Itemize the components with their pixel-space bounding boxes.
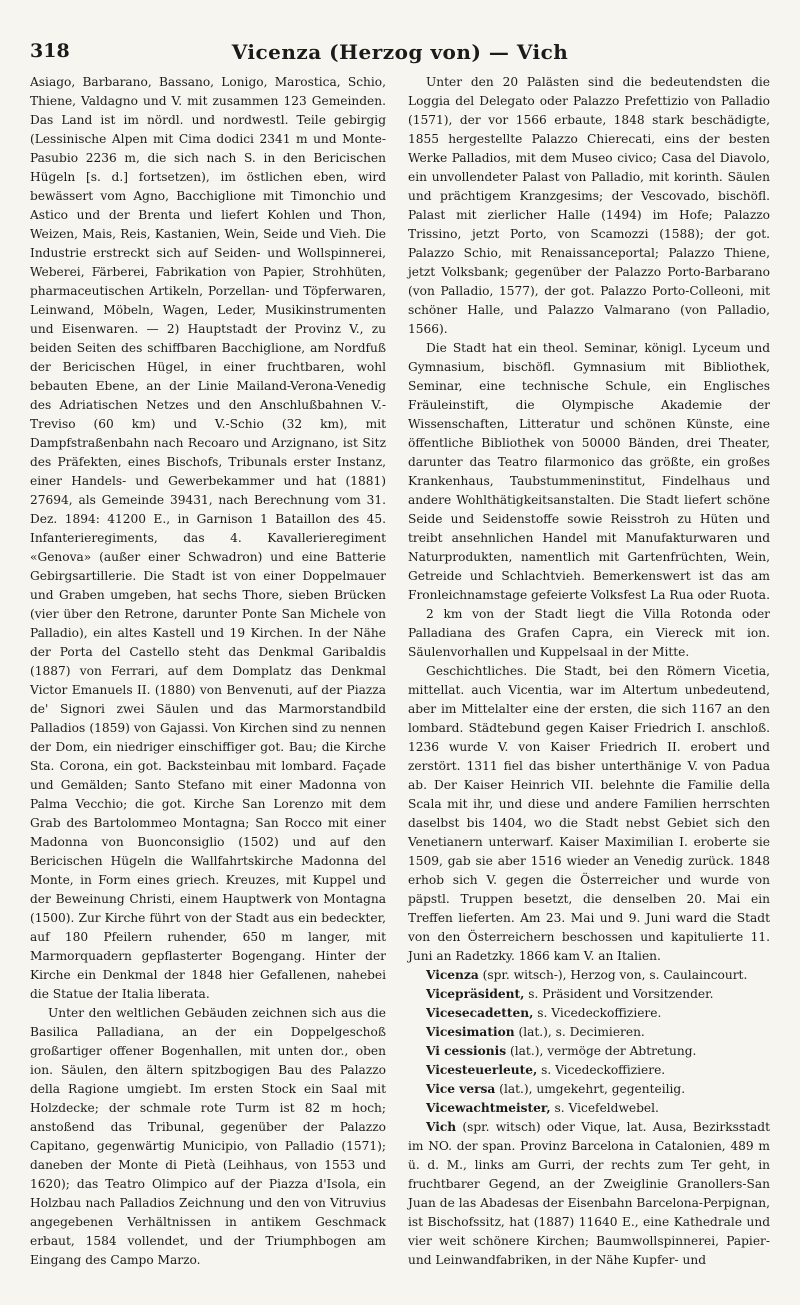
entry-headword: Vicepräsident, (426, 987, 525, 1001)
dictionary-entry (408, 1118, 770, 1270)
entry-text: s. Präsident und Vorsitzender. (524, 987, 714, 1001)
page-header (30, 40, 770, 70)
paragraph: Die Stadt hat ein theol. Seminar, königl. Lyceum und Gymnasium, bischöfl. Gymnasium mit Bibliothek, Seminar, eine technische Schule, ein Englisches Fräuleinstift, die Olympische Akademie der Wissenschaften, Litteratur und schönen Künste, eine öffentliche Bibliothek von 50000 Bänden, drei Theater, darunter das Teatro filarmonico das größte, ein großes Krankenhaus, Taubstummeninstitut, Findelhaus und andere Wohlthätigkeitsanstalten. Die Stadt liefert schöne Seide und Seidenstoffe sowie Reisstroh zu Hüten und treibt ansehnlichen Handel mit Manufakturwaren und Naturprodukten, namentlich mit Gartenfrüchten, Wein, Getreide und Schlachtvieh. Bemerkenswert ist das am Fronleichnamstage gefeierte Volksfest La Rua oder Ruota. (408, 341, 770, 602)
entry-text: s. Vicefeldwebel. (550, 1101, 659, 1115)
entry-text: s. Vicedeckoffiziere. (533, 1006, 662, 1020)
entry-headword: Vicesteuerleute, (426, 1063, 538, 1077)
entry-text: (lat.), s. Decimieren. (514, 1025, 645, 1039)
paragraph: Unter den 20 Palästen sind die bedeutendsten die Loggia del Delegato oder Palazzo Prefettizio von Palladio (1571), der vor 1566 erbaute, 1848 stark beschädigte, 1855 hergestellte Palazzo Chierecati, eins der besten Werke Palladios, mit dem Museo civico; Casa del Diavolo, ein unvollendeter Palast von Palladio, mit korinth. Säulen und prächtigem Kranzgesims; der Vescovado, bischöfl. Palast mit zierlicher Halle (1494) im Hofe; Palazzo Trissino, jetzt Porto, von Scamozzi (1588); der got. Palazzo Schio, mit Renaissanceportal; Palazzo Thiene, jetzt Volksbank; gegenüber der Palazzo Porto-Barbarano (von Palladio, 1577), der got. Palazzo Porto-Colleoni, mit schöner Halle, und Palazzo Valmarano (von Palladio, 1566). (408, 75, 770, 336)
entry-text: (lat.), vermöge der Abtretung. (506, 1044, 697, 1058)
paragraph: Asiago, Barbarano, Bassano, Lonigo, Marostica, Schio, Thiene, Valdagno und V. mit zusammen 123 Gemeinden. Das Land ist im nördl. und nordwestl. Teile gebirgig (Lessinische Alpen mit Cima dodici 2341 m und Monte-Pasubio 2236 m, die sich nach S. in den Bericischen Hügeln [s. d.] fortsetzen), im östlichen eben, wird bewässert vom Agno, Bacchiglione mit Timonchio und Astico und der Brenta und liefert Kohlen und Thon, Weizen, Mais, Reis, Kastanien, Wein, Seide und Vieh. Die Industrie erstreckt sich auf Seiden- und Wollspinnerei, Weberei, Färberei, Fabrikation von Papier, Strohhüten, pharmaceutischen Artikeln, Porzellan- und Töpferwaren, Leinwand, Möbeln, Wagen, Leder, Musikinstrumenten und Eisenwaren. — 2) Hauptstadt der Provinz V., zu beiden Seiten des schiffbaren Bacchiglione, am Nordfuß der Bericischen Hügel, in einer fruchtbaren, wohl bebauten Ebene, an der Linie Mailand-Verona-Venedig des Adriatischen Netzes und den Anschlußbahnen V.-Treviso (60 km) und V.-Schio (32 km), mit Dampfstraßenbahn nach Recoaro und Arzignano, ist Sitz des Präfekten, eines Bischofs, Tribunals erster Instanz, einer Handels- und Gewerbekammer und hat (1881) 27694, als Gemeinde 39431, nach Berechnung vom 31. Dez. 1894: 41200 E., in Garnison 1 Bataillon des 45. Infanterieregiments, das 4. Kavallerieregiment «Genova» (außer einer Schwadron) und eine Batterie Gebirgsartillerie. Die Stadt ist von einer Doppelmauer und Graben umgeben, hat sechs Thore, sieben Brücken (vier über den Retrone, darunter Ponte San Michele von Palladio), ein altes Kastell und 19 Kirchen. In der Nähe der Porta del Castello steht das Denkmal Garibaldis (1887) von Ferrari, auf dem Domplatz das Denkmal Victor Emanuels II. (1880) von Benvenuti, auf der Piazza de' Signori zwei Säulen und das Marmorstandbild Palladios (1859) von Gajassi. Von Kirchen sind zu nennen der Dom, ein niedriger einschiffiger got. Bau; die Kirche Sta. Corona, ein got. Backsteinbau mit lombard. Façade und Gemälden; Santo Stefano mit einer Madonna von Palma Vecchio; die got. Kirche San Lorenzo mit dem Grab des Bartolommeo Montagna; San Rocco mit einer Madonna von Buonconsiglio (1502) und auf den Bericischen Hügeln die Wallfahrtskirche Madonna del Monte, in Form eines griech. Kreuzes, mit Kuppel und der Beweinung Christi, einem Hauptwerk von Montagna (1500). Zur Kirche führt von der Stadt aus ein bedeckter, auf 180 Pfeilern ruhender, 650 m langer, mit Marmorquadern gepflasterter Bogengang. Hinter der Kirche ein Denkmal der 1848 hier Gefallenen, nahebei die Statue der Italia liberata. (30, 75, 386, 1001)
entry-headword: Vicewachtmeister, (426, 1101, 551, 1115)
entry-headword: Vich (426, 1120, 457, 1134)
dictionary-entry (408, 1080, 770, 1099)
paragraph: Geschichtliches. Die Stadt, bei den Römern Vicetia, mittellat. auch Vicentia, war im Altertum unbedeutend, aber im Mittelalter eine der ersten, die sich 1167 an den lombard. Städtebund gegen Kaiser Friedrich I. anschloß. 1236 wurde V. von Kaiser Friedrich II. erobert und zerstört. 1311 fiel das bisher unterthänige V. von Padua ab. Der Kaiser Heinrich VII. belehnte die Familie della Scala mit ihr, und diese und andere Familien herrschten daselbst bis 1404, wo die Stadt nebst Gebiet sich den Venetianern unterwarf. Kaiser Maximilian I. eroberte sie 1509, gab sie aber 1516 wieder an Venedig zurück. 1848 erhob sich V. gegen die Österreicher und wurde von päpstl. Truppen besetzt, die denselben 20. Mai ein Treffen lieferten. Am 23. Mai und 9. Juni ward die Stadt von den Österreichern beschossen und kapitulierte 11. Juni an Radetzky. 1866 kam V. an Italien. (408, 664, 770, 963)
entry-headword: Vi cessionis (426, 1044, 507, 1058)
entry-text: (lat.), umgekehrt, gegenteilig. (495, 1082, 686, 1096)
dictionary-entry (408, 966, 770, 985)
dictionary-entry (408, 1099, 770, 1118)
paragraph: 2 km von der Stadt liegt die Villa Rotonda oder Palladiana des Grafen Capra, ein Viereck mit ion. Säulenvorhallen und Kuppelsaal in der Mitte. (408, 607, 770, 659)
entry-text: (spr. witsch) oder Vique, lat. Ausa, Bezirksstadt im NO. der span. Provinz Barcelona in Catalonien, 489 m ü. d. M., links am Gurri, der rechts zum Ter geht, in fruchtbarer Gegend, an der Zweiglinie Granollers-San Juan de las Abadesas der Eisenbahn Barcelona-Perpignan, ist Bischofssitz, hat (1887) 11640 E., eine Kathedrale und vier weit schönere Kirchen; Baumwollspinnerei, Papier- und Leinwandfabriken, in der Nähe Kupfer- und (408, 1120, 770, 1267)
dictionary-entry (408, 1004, 770, 1023)
page-number: 318 (30, 40, 70, 62)
paragraph: Unter den weltlichen Gebäuden zeichnen sich aus die Basilica Palladiana, an der ein Doppelgeschoß großartiger offener Bogenhallen, mit unten dor., oben ion. Säulen, den ältern spitzbogigen Bau des Palazzo della Ragione umgiebt. Im ersten Stock ein Saal mit Holzdecke; der schmale rote Turm ist 82 m hoch; anstoßend das Tribunal, gegenüber der Palazzo Capitano, gegenwärtig Municipio, von Palladio (1571); daneben der Monte di Pietà (Leihhaus, von 1553 und 1620); das Teatro Olimpico auf der Piazza d'Isola, ein Holzbau nach Palladios Zeichnung und den von Vitruvius angegebenen Verhältnissen in antikem Geschmack erbaut, 1584 vollendet, und der Triumphbogen am Eingang des Campo Marzo. (30, 1006, 386, 1267)
dictionary-entry (408, 1023, 770, 1042)
dictionary-entry (408, 1061, 770, 1080)
left-column (30, 73, 386, 1270)
entry-headword: Vicesecadetten, (426, 1006, 534, 1020)
entry-text: s. Vicedeckoffiziere. (537, 1063, 666, 1077)
dictionary-entry (408, 1042, 770, 1061)
running-title: Vicenza (Herzog von) — Vich (231, 40, 569, 64)
entry-headword: Vice versa (426, 1082, 496, 1096)
right-column (408, 73, 770, 1270)
dictionary-entry (408, 985, 770, 1004)
entry-headword: Vicesimation (426, 1025, 515, 1039)
entry-headword: Vicenza (426, 968, 479, 982)
entry-text: (spr. witsch-), Herzog von, s. Caulaincourt. (478, 968, 748, 982)
